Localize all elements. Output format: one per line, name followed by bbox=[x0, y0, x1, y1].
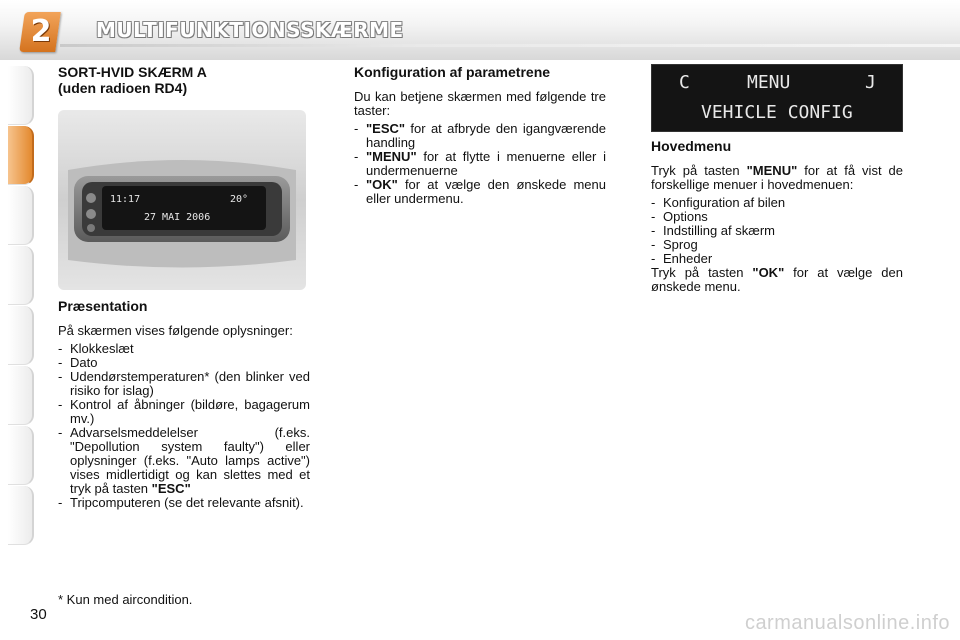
header-rule bbox=[60, 44, 960, 47]
presentation-intro: På skærmen vises følgende oplysninger: bbox=[58, 323, 293, 338]
list-item bbox=[58, 426, 310, 496]
side-tab-5[interactable] bbox=[8, 306, 34, 365]
screen-row1-right: J bbox=[865, 72, 876, 93]
presentation-section bbox=[58, 298, 310, 510]
dashboard-display-photo bbox=[58, 110, 306, 290]
key-description: for at afbryde den igangværende handling bbox=[366, 121, 606, 150]
list-item: - Konfiguration af bilen bbox=[651, 196, 903, 210]
list-item: - Klokkeslæt bbox=[58, 342, 310, 356]
display-temperature: 20° bbox=[230, 194, 249, 205]
key-menu: "MENU" bbox=[746, 163, 798, 178]
menu-screen-illustration bbox=[651, 64, 903, 132]
list-item: - Dato bbox=[58, 356, 310, 370]
key-ok: "OK" bbox=[752, 265, 785, 280]
column-left bbox=[58, 64, 310, 96]
heading-line-2: (uden radioen RD4) bbox=[58, 80, 188, 96]
display-date: 27 MAI 2006 bbox=[144, 212, 211, 223]
config-key-list bbox=[354, 122, 606, 206]
list-item: - Kontrol af åbninger (bildøre, bagagerum mv.) bbox=[58, 398, 310, 426]
screen-row2: VEHICLE CONFIG bbox=[701, 102, 853, 123]
side-tab-strip bbox=[0, 66, 34, 576]
side-tab-3[interactable] bbox=[8, 186, 34, 245]
chapter-title: MULTIFUNKTIONSSKÆRME bbox=[96, 18, 404, 42]
presentation-heading: Præsentation bbox=[58, 298, 148, 314]
side-tab-7[interactable] bbox=[8, 426, 34, 485]
config-heading: Konfiguration af parametrene bbox=[354, 64, 551, 80]
list-item: - Enheder bbox=[651, 252, 903, 266]
side-tab-1[interactable] bbox=[8, 66, 34, 125]
config-intro: Du kan betjene skærmen med følgende tre taster: bbox=[354, 89, 606, 118]
list-item: - Udendørstemperaturen* (den blinker ved risiko for islag) bbox=[58, 370, 310, 398]
footnote: * Kun med aircondition. bbox=[58, 592, 193, 607]
menu-screen-photo bbox=[651, 64, 903, 132]
dashboard-illustration bbox=[58, 110, 306, 290]
main-menu-intro bbox=[651, 164, 903, 192]
list-item bbox=[354, 178, 606, 206]
intro-text-pre: Tryk på tasten bbox=[651, 163, 740, 178]
heading-line-1: SORT-HVID SKÆRM A bbox=[58, 64, 207, 80]
list-item bbox=[354, 150, 606, 178]
key-description: for at flytte i menuerne eller i undermenuerne bbox=[366, 149, 606, 178]
side-tab-2-active[interactable] bbox=[8, 126, 34, 185]
presentation-list bbox=[58, 342, 310, 510]
list-item-text: Advarselsmeddelelser (f.eks. "Depollution system faulty") eller oplysninger (f.eks. "Auto lamps active") vises midlertidigt og kan slettes med et tryk på tasten bbox=[70, 425, 310, 496]
list-item: - Tripcomputeren (se det relevante afsnit). bbox=[58, 496, 310, 510]
intro-text-post: for at få vist de forskellige menuer i hovedmenuen: bbox=[651, 163, 904, 192]
key-description: for at vælge den ønskede menu eller undermenu. bbox=[366, 177, 606, 206]
column-right bbox=[651, 138, 903, 294]
side-tab-8[interactable] bbox=[8, 486, 34, 545]
side-tab-6[interactable] bbox=[8, 366, 34, 425]
section-heading-screen-a bbox=[58, 64, 310, 96]
main-menu-list bbox=[651, 196, 903, 266]
list-item: - Options bbox=[651, 210, 903, 224]
outro-text-pre: Tryk på tasten bbox=[651, 265, 744, 280]
list-item: - Indstilling af skærm bbox=[651, 224, 903, 238]
main-menu-outro bbox=[651, 266, 903, 294]
key-label: "ESC" bbox=[366, 121, 406, 136]
screen-row1-left: C bbox=[679, 72, 690, 93]
main-menu-heading: Hovedmenu bbox=[651, 138, 732, 154]
page-number: 30 bbox=[30, 606, 47, 623]
display-time: 11:17 bbox=[110, 194, 141, 205]
side-tab-4[interactable] bbox=[8, 246, 34, 305]
list-item: - Sprog bbox=[651, 238, 903, 252]
list-item bbox=[354, 122, 606, 150]
chapter-number: 2 bbox=[30, 14, 52, 49]
watermark: carmanualsonline.info bbox=[744, 612, 950, 634]
screen-row1-menu: MENU bbox=[747, 72, 791, 93]
column-middle bbox=[354, 64, 606, 206]
key-esc: "ESC" bbox=[151, 481, 191, 496]
key-label: "OK" bbox=[366, 177, 398, 192]
outro-text-post: for at vælge den ønskede menu. bbox=[651, 265, 903, 294]
key-label: "MENU" bbox=[366, 149, 417, 164]
